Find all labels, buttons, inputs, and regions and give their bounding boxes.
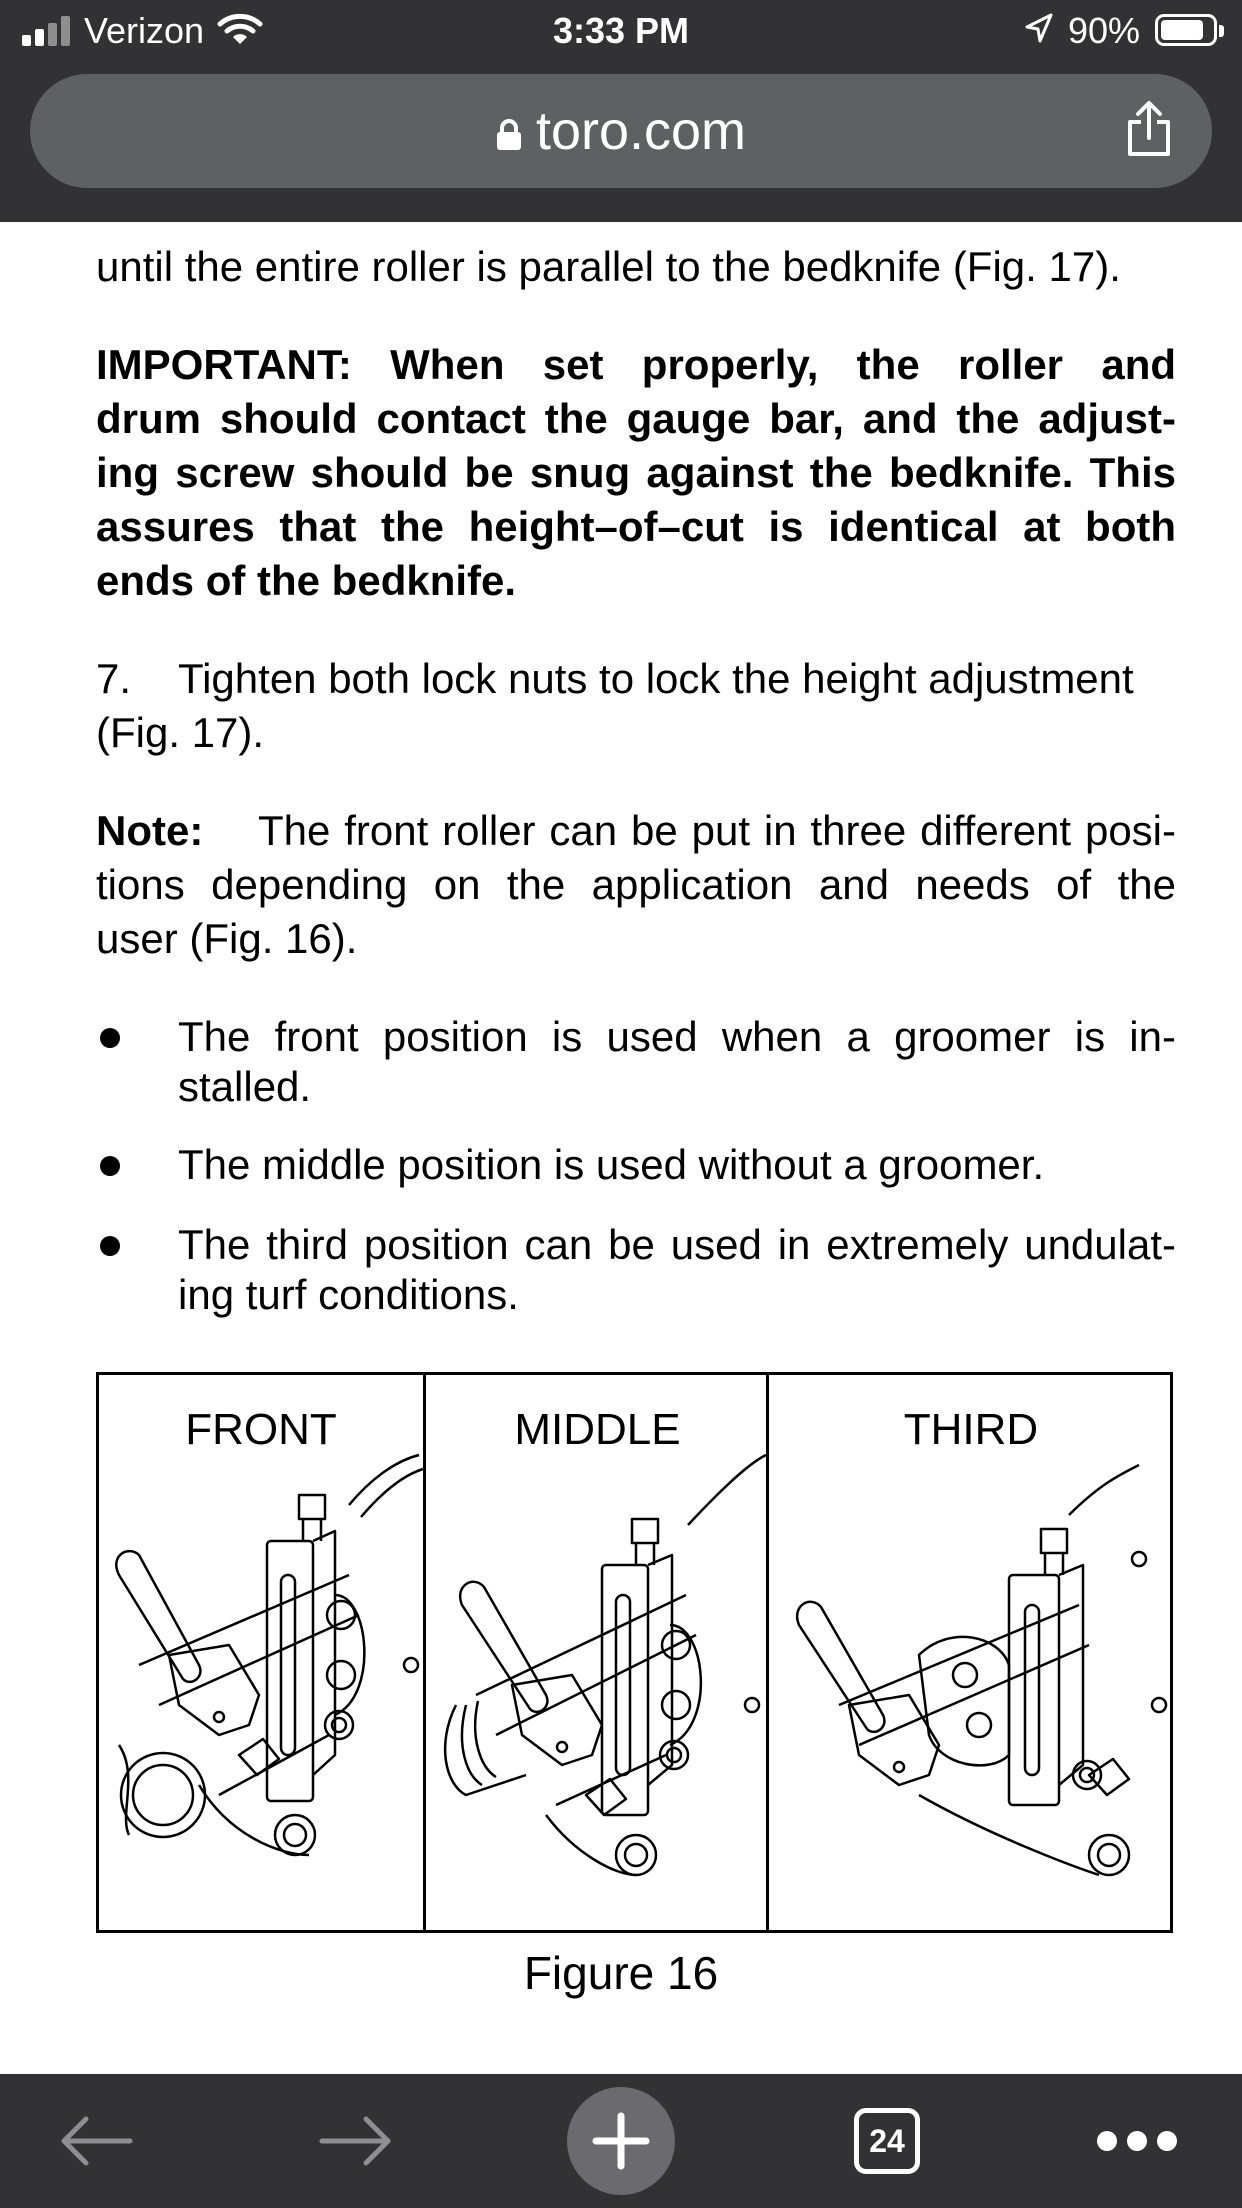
address-bar[interactable]: [30, 74, 1212, 188]
battery-icon: [1155, 14, 1217, 46]
panel-label: FRONT: [185, 1405, 337, 1454]
important-line: assures that the height–of–cut is identical at both: [96, 503, 1176, 550]
bullet-line: The front position is used when a groomer is in-: [178, 1013, 1176, 1060]
status-bar: [0, 0, 1242, 62]
panel-label: MIDDLE: [514, 1405, 681, 1454]
battery-percent: 90%: [1068, 10, 1141, 51]
panel-label: THIRD: [903, 1405, 1039, 1454]
bullet-dot: [100, 1156, 120, 1176]
note-line: The front roller can be put in three different posi-: [258, 807, 1176, 854]
figure-panel-front: [99, 1375, 423, 1930]
url-domain: toro.com: [535, 101, 747, 161]
forward-button[interactable]: [302, 2074, 412, 2208]
important-line: IMPORTANT: When set properly, the roller and: [96, 341, 1176, 388]
location-arrow-icon: [1024, 12, 1054, 44]
tab-switcher-button[interactable]: [832, 2074, 942, 2208]
note-line: user (Fig. 16).: [96, 915, 358, 962]
roller-front-position-drawing: [99, 1455, 423, 1925]
note-label: Note:: [96, 807, 204, 854]
figure-16: [96, 1372, 1173, 1933]
lock-icon: [496, 119, 522, 151]
step-number: 7.: [96, 655, 132, 702]
important-line: ends of the bedknife.: [96, 557, 517, 604]
status-time: 3:33 PM: [552, 10, 690, 51]
carrier-name: Verizon: [84, 10, 205, 51]
step-text-line: (Fig. 17).: [96, 709, 265, 756]
bullet-line: stalled.: [178, 1063, 312, 1110]
new-tab-button[interactable]: [566, 2074, 676, 2208]
plus-icon: [566, 2086, 676, 2196]
bullet-dot: [100, 1236, 120, 1256]
important-line: drum should contact the gauge bar, and the adjust-: [96, 395, 1176, 442]
arrow-left-icon: [56, 2111, 134, 2171]
note-line: tions depending on the application and needs of the: [96, 861, 1176, 908]
browser-bottom-toolbar: [0, 2074, 1242, 2208]
paragraph-roller-parallel: until the entire roller is parallel to the bedknife (Fig. 17).: [96, 243, 1121, 290]
url-display[interactable]: [30, 100, 1212, 162]
important-line: ing screw should be snug against the bedknife. This: [96, 449, 1176, 496]
tab-count: 24: [869, 2122, 905, 2159]
bullet-dot: [100, 1028, 120, 1048]
bullet-line: The third position can be used in extremely undulat-: [178, 1221, 1176, 1268]
tabs-icon: [854, 2108, 920, 2174]
figure-panel-third: [766, 1375, 1173, 1930]
more-button[interactable]: [1072, 2074, 1202, 2208]
step-text-line: Tighten both lock nuts to lock the height adjustment: [178, 655, 1134, 702]
figure-panel-middle: [423, 1375, 769, 1930]
roller-middle-position-drawing: [426, 1455, 766, 1925]
arrow-right-icon: [318, 2111, 396, 2171]
bullet-line: ing turf conditions.: [178, 1271, 519, 1318]
roller-third-position-drawing: [769, 1455, 1173, 1925]
back-button[interactable]: [40, 2074, 150, 2208]
bullet-line: The middle position is used without a groomer.: [178, 1141, 1045, 1188]
browser-top-chrome: [0, 0, 1242, 222]
figure-caption: Figure 16: [523, 1947, 719, 1999]
more-dots-icon: [1095, 2129, 1179, 2153]
share-icon[interactable]: [1124, 98, 1174, 158]
